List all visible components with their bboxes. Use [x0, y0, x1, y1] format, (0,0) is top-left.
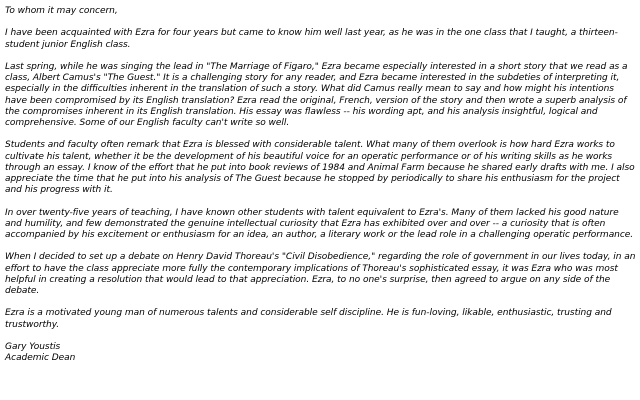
recommendation-letter — [5, 6, 637, 364]
paragraph-camus-analysis: Last spring, while he was singing the lead in "The Marriage of Figaro," Ezra became especially interested in a short story that we read as a class, Albert Camus's "The Guest." It is a challenging story for any reader, and Ezra became interested in the subdeties of interpreting it, especially in the difficulties inherent in the translation of such a story. What did Camus really mean to say and how might his intentions have been compromised by its English translation? Ezra read the original, French, version of the story and then wrote a superb analysis of the compromises inherent in its English translation. His essay was flawless -- his wording apt, and his analysis insightful, logical and comprehensive. Some of our English faculty can't write so well. — [5, 61, 628, 128]
paragraph-character: In over twenty-five years of teaching, I have known other students with talent equivalent to Ezra's. Many of them lacked his good nature and humility, and few demonstrated the genuine intellectual curiosity that Ezra has exhibited over and over -- a curiosity that is often accompanied by his excitement or enthusiasm for an idea, an author, a literary work or the lead role in a challenging operatic performance. — [5, 207, 634, 240]
signature-title: Academic Dean — [5, 353, 76, 364]
salutation: To whom it may concern, — [5, 6, 118, 16]
paragraph-debate: When I decided to set up a debate on Henry David Thoreau's "Civil Disobedience," regarding the role of government in our lives today, in an effort to have the class appreciate more fully the contemporary implications of Thoreau's sophisticated essay, it was Ezra who was most helpful in creating a resolution that would lead to that appreciation. Ezra, to no one's surprise, then agreed to argue on any side of the debate. — [5, 252, 636, 296]
paragraph-acquaintance: I have been acquainted with Ezra for four years but came to know him well last year, as he was in the one class that I taught, a thirteen-student junior English class. — [5, 28, 618, 50]
paragraph-summary: Ezra is a motivated young man of numerous talents and considerable self discipline. He is fun-loving, likable, enthusiastic, trusting and trustworthy. — [5, 308, 612, 330]
signature-name: Gary Youstis — [5, 341, 61, 352]
paragraph-work-ethic: Students and faculty often remark that Ezra is blessed with considerable talent. What many of them overlook is how hard Ezra works to cultivate his talent, whether it be the development of his beautiful voice for an operatic performance or of his writing skills as he works through an essay. I know of the effort that he put into book reviews of 1984 and Animal Farm because he shared early drafts with me. I also appreciate the time that he put into his analysis of The Guest because he stopped by periodically to share his enthusiasm for the project and his progress with it. — [5, 140, 635, 196]
